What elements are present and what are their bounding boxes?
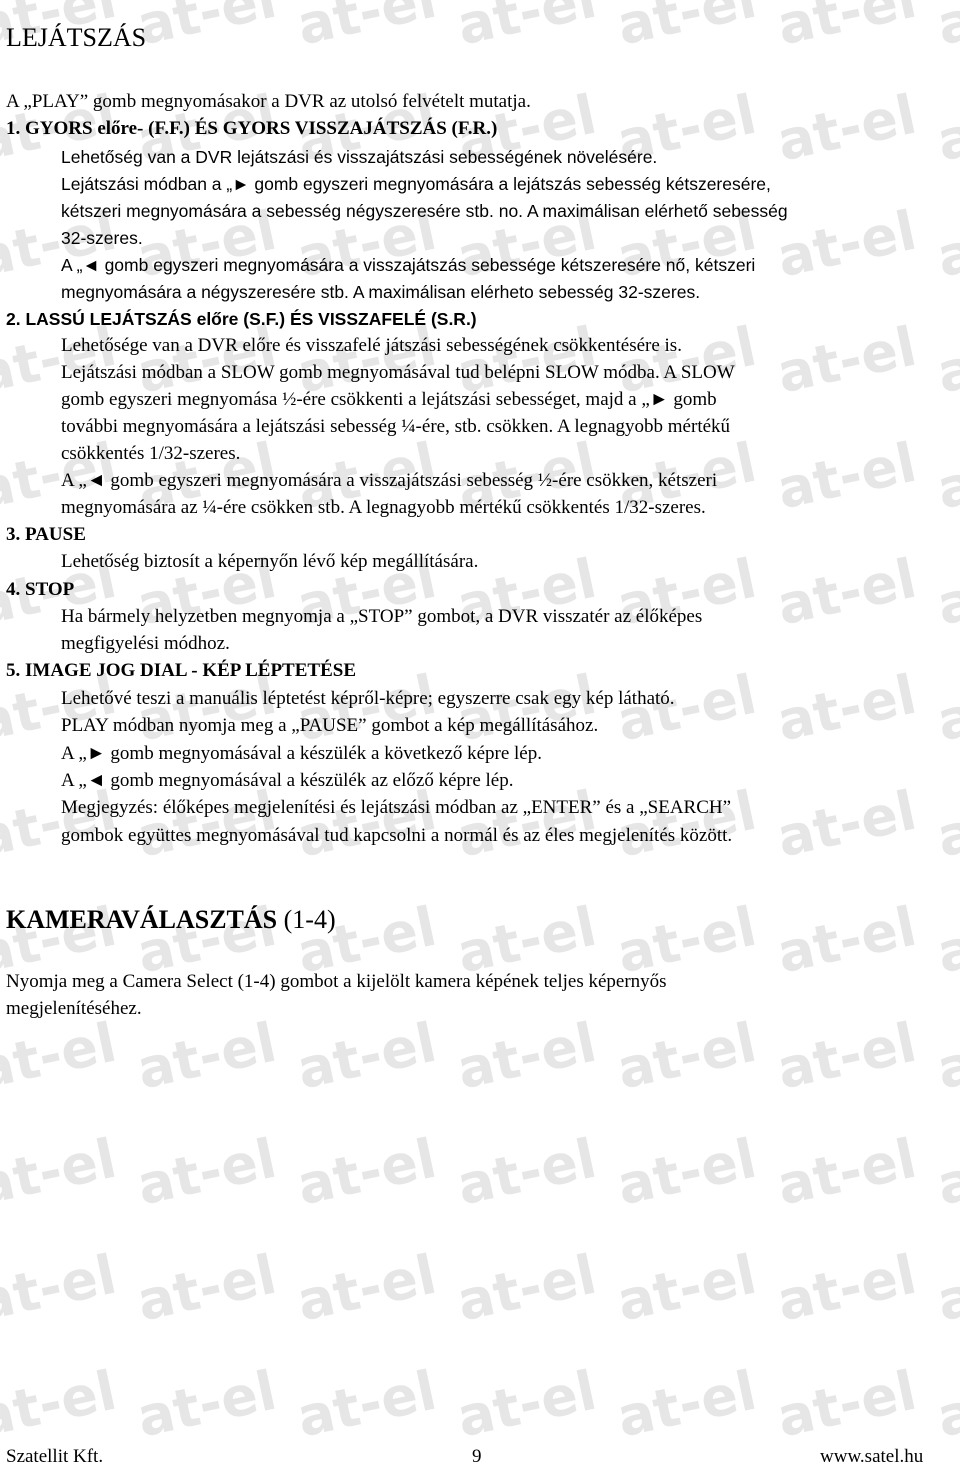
item1-line: Lehetőség van a DVR lejátszási és visszajátszási sebességének növelésére.	[61, 147, 658, 167]
section2-line: megjelenítéséhez.	[6, 998, 142, 1019]
item2-line: Lehetősége van a DVR előre és visszafelé játszási sebességének csökkentésére is.	[61, 335, 682, 356]
item5-line: PLAY módban nyomja meg a „PAUSE” gombot a kép megállításához.	[61, 715, 599, 736]
item2-line: gomb egyszeri megnyomása ½-ére csökkenti a lejátszási sebességet, majd a „► gomb	[61, 389, 717, 410]
item3-title: 3. PAUSE	[6, 524, 86, 545]
section2-line: Nyomja meg a Camera Select (1-4) gombot a kijelölt kamera képének teljes képernyős	[6, 971, 667, 992]
item1-line: A „◄ gomb egyszeri megnyomására a visszajátszás sebessége kétszeresére nő, kétszeri	[61, 255, 756, 275]
item5-line: A „► gomb megnyomásával a készülék a következő képre lép.	[61, 743, 542, 764]
item2-line: további megnyomására a lejátszási sebesség ¼-ére, stb. csökken. A legnagyobb mértékű	[61, 416, 731, 437]
item5-line: gombok együttes megnyomásával tud kapcsolni a normál és az éles megjelenítés között.	[61, 825, 733, 846]
item2-line: megnyomására az ¼-ére csökken stb. A legnagyobb mértékű csökkentés 1/32-szeres.	[61, 497, 706, 518]
footer-page-number: 9	[472, 1446, 482, 1467]
item2-line: Lejátszási módban a SLOW gomb megnyomásával tud belépni SLOW módba. A SLOW	[61, 362, 735, 383]
item1-line: 32-szeres.	[61, 228, 143, 248]
item3-line: Lehetőség biztosít a képernyőn lévő kép megállítására.	[61, 551, 479, 572]
heading-lejatszas: LEJÁTSZÁS	[6, 23, 147, 52]
item4-title: 4. STOP	[6, 579, 75, 600]
item5-line: Megjegyzés: élőképes megjelenítési és lejátszási módban az „ENTER” és a „SEARCH”	[61, 797, 732, 818]
item4-line: Ha bármely helyzetben megnyomja a „STOP” gombot, a DVR visszatér az élőképes	[61, 606, 703, 627]
item1-line: Lejátszási módban a „► gomb egyszeri megnyomására a lejátszás sebesség kétszeresére,	[61, 174, 771, 194]
heading-kameravalasztas-range: (1-4)	[277, 905, 336, 934]
item5-title: 5. IMAGE JOG DIAL - KÉP LÉPTETÉSE	[6, 660, 356, 681]
footer-website: www.satel.hu	[820, 1446, 924, 1467]
item4-line: megfigyelési módhoz.	[61, 633, 230, 654]
item1-line: megnyomására a négyszeresére stb. A maximálisan elérheto sebesség 32-szeres.	[61, 282, 701, 302]
item1-line: kétszeri megnyomására a sebesség négyszeresére stb. no. A maximálisan elérhető sebesség	[61, 201, 788, 221]
item2-title: 2. LASSÚ LEJÁTSZÁS előre (S.F.) ÉS VISSZAFELÉ (S.R.)	[6, 309, 477, 329]
item2-line: csökkentés 1/32-szeres.	[61, 443, 241, 464]
item5-line: A „◄ gomb megnyomásával a készülék az előző képre lép.	[61, 770, 514, 791]
heading-kameravalasztas	[6, 905, 336, 935]
item2-line: A „◄ gomb egyszeri megnyomására a visszajátszási sebesség ½-ére csökken, kétszeri	[61, 470, 718, 491]
footer-company: Szatellit Kft.	[6, 1446, 104, 1467]
heading-kameravalasztas-bold: KAMERAVÁLASZTÁS	[6, 905, 278, 934]
intro-text: A „PLAY” gomb megnyomásakor a DVR az utolsó felvételt mutatja.	[6, 91, 531, 112]
item1-title: 1. GYORS előre- (F.F.) ÉS GYORS VISSZAJÁTSZÁS (F.R.)	[6, 118, 498, 139]
item5-line: Lehetővé teszi a manuális léptetést képről-képre; egyszerre csak egy kép látható.	[61, 688, 675, 709]
